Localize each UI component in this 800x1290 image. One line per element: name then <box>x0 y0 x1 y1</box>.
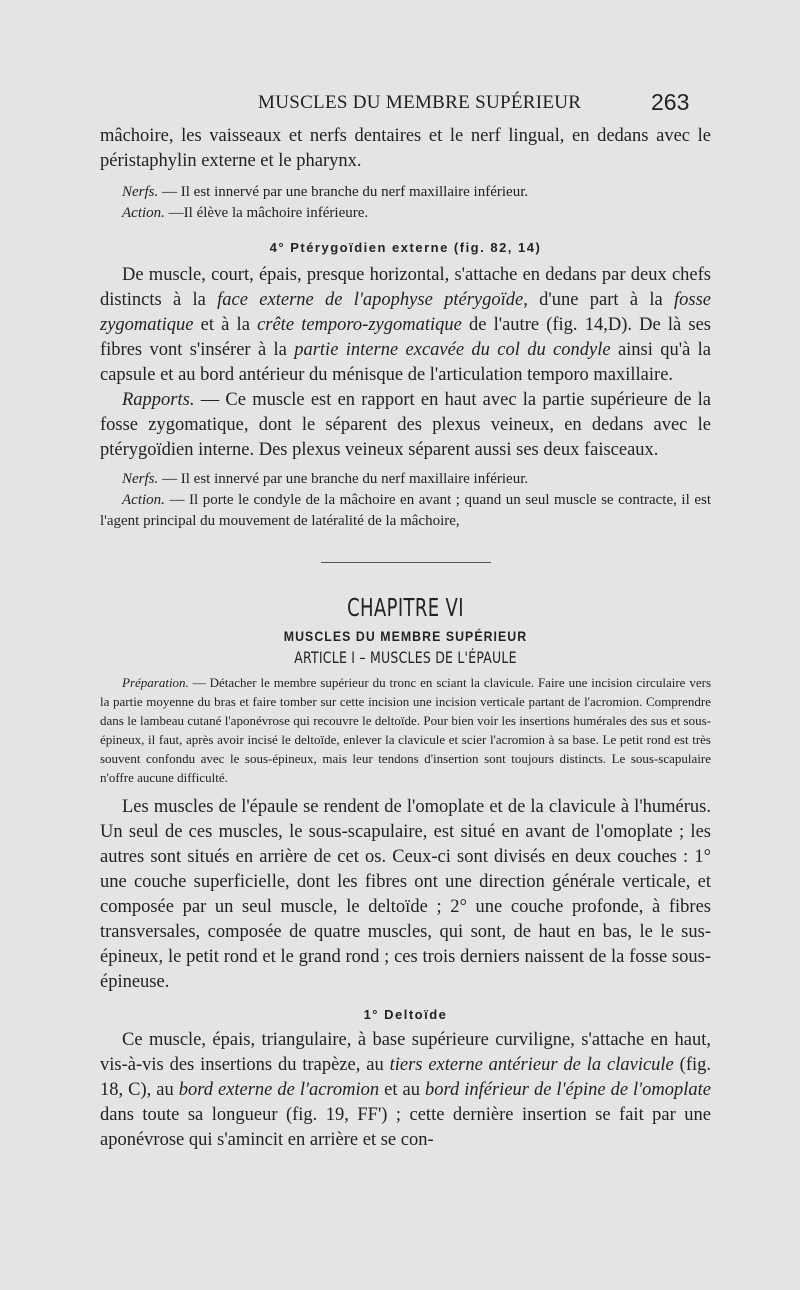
label: Action. <box>122 492 165 508</box>
chapter-subtitle: MUSCLES DU MEMBRE SUPÉRIEUR <box>283 628 528 644</box>
emphasis: fosse zygomatique <box>100 290 711 335</box>
paragraph-deltoide-description <box>100 1028 711 1153</box>
running-title: MUSCLES DU MEMBRE SUPÉRIEUR <box>258 92 582 113</box>
paragraph-action-2 <box>100 490 711 532</box>
article-title: ARTICLE I – MUSCLES DE L'ÉPAULE <box>294 648 517 667</box>
emphasis: face externe de l'apophyse ptérygoïde <box>217 290 524 310</box>
text: Ce muscle, épais, triangulaire, à base supérieure curviligne, s'attache en haut, vis-à-vis des insertions du trapèze, au <box>100 1030 711 1075</box>
emphasis: tiers externe antérieur de la clavicule <box>389 1055 674 1075</box>
text: dans toute sa longueur (fig. 19, FF') ; cette dernière insertion se fait par une aponévrose qui s'amincit en arrière et se con- <box>100 1105 711 1150</box>
section-heading-pterygoidien: 4° Ptérygoïdien externe (fig. 82, 14) <box>269 240 542 255</box>
text: De muscle, court, épais, presque horizontal, s'attache en dedans par deux chefs distincts à la <box>100 265 711 310</box>
page-body <box>100 124 711 1153</box>
emphasis: partie interne excavée du col du condyle <box>294 340 611 360</box>
text: — Il est innervé par une branche du nerf maxillaire inférieur. <box>158 184 529 200</box>
text: , d'une part à la <box>523 290 674 310</box>
label: Nerfs. <box>122 471 159 487</box>
text: — Ce muscle est en rapport en haut avec la partie supérieure de la fosse zygomatique, dont le séparent des plexus veineux, en dedans avec le ptérygoïdien interne. Des plexus veineux séparent aussi ses deux faisceaux. <box>100 390 711 460</box>
label: Nerfs. <box>122 184 159 200</box>
paragraph-nerfs-2 <box>100 469 711 490</box>
text: ainsi qu'à la capsule et au bord antérieur du ménisque de l'articulation temporo maxillaire. <box>100 340 711 385</box>
page-header <box>0 89 800 122</box>
section-heading-deltoide: 1° Deltoïde <box>363 1007 448 1022</box>
text: — Il est innervé par une branche du nerf maxillaire inférieur. <box>158 471 529 487</box>
emphasis: bord inférieur de l'épine de l'omoplate <box>424 1080 711 1100</box>
text: —Il élève la mâchoire inférieure. <box>164 205 369 221</box>
text: (fig. 18, C), au <box>100 1055 711 1100</box>
emphasis: bord externe de l'acromion <box>178 1080 380 1100</box>
paragraph-pterygoidien-description <box>100 263 711 388</box>
label: Rapports. <box>122 390 195 410</box>
text: et au <box>379 1080 425 1100</box>
label: Action. <box>122 205 165 221</box>
paragraph-rapports <box>100 388 711 463</box>
separator-rule <box>321 562 491 563</box>
text: de l'autre (fig. 14,D). De là ses fibres vont s'insérer à la <box>100 315 711 360</box>
paragraph-muscles-epaule: Les muscles de l'épaule se rendent de l'omoplate et de la clavicule à l'humérus. Un seul de ces muscles, le sous-scapulaire, est situé en avant de l'omoplate ; les autres sont situés en arrière de cet os. Ceux-ci sont divisés en deux couches : 1° une couche superficielle, dont les fibres ont une direction générale verticale, et composée par un seul muscle, le deltoïde ; 2° une couche profonde, à fibres transversales, composée de quatre muscles, qui sont, de haut en bas, le le sus-épineux, le petit rond et le grand rond ; ces trois derniers naissent de la fosse sous-épineuse. <box>100 797 711 992</box>
text: et à la <box>193 315 258 335</box>
chapter-title: CHAPITRE VI <box>347 593 464 622</box>
paragraph-nerfs-1 <box>100 182 711 203</box>
paragraph-continuation: mâchoire, les vaisseaux et nerfs dentaires et le nerf lingual, en dedans avec le péristaphylin externe et le pharynx. <box>100 126 711 171</box>
label: Préparation. <box>122 675 189 690</box>
paragraph-preparation <box>100 673 711 787</box>
page-number: 263 <box>651 89 690 115</box>
paragraph-action-1 <box>100 203 711 224</box>
text: — Détacher le membre supérieur du tronc en sciant la clavicule. Faire une incision circulaire vers la partie moyenne du bras et faire tomber sur cette incision une incision verticale partant de l'acromion. Comprendre dans le lambeau cutané l'aponévrose qui recouvre le deltoïde. Pour bien voir les insertions humérales des sus et sous-épineux, il faut, après avoir incisé le deltoïde, enlever la clavicule et scier l'acromion à sa base. Le petit rond est très souvent confondu avec le sous-épineux, mais leur tendons d'insertion sont toujours distincts. Le sous-scapulaire n'offre aucune difficulté. <box>100 675 711 785</box>
text: — Il porte le condyle de la mâchoire en avant ; quand un seul muscle se contracte, il est l'agent principal du mouvement de latéralité de la mâchoire, <box>100 492 711 529</box>
emphasis: crête temporo-zygomatique <box>257 315 462 335</box>
